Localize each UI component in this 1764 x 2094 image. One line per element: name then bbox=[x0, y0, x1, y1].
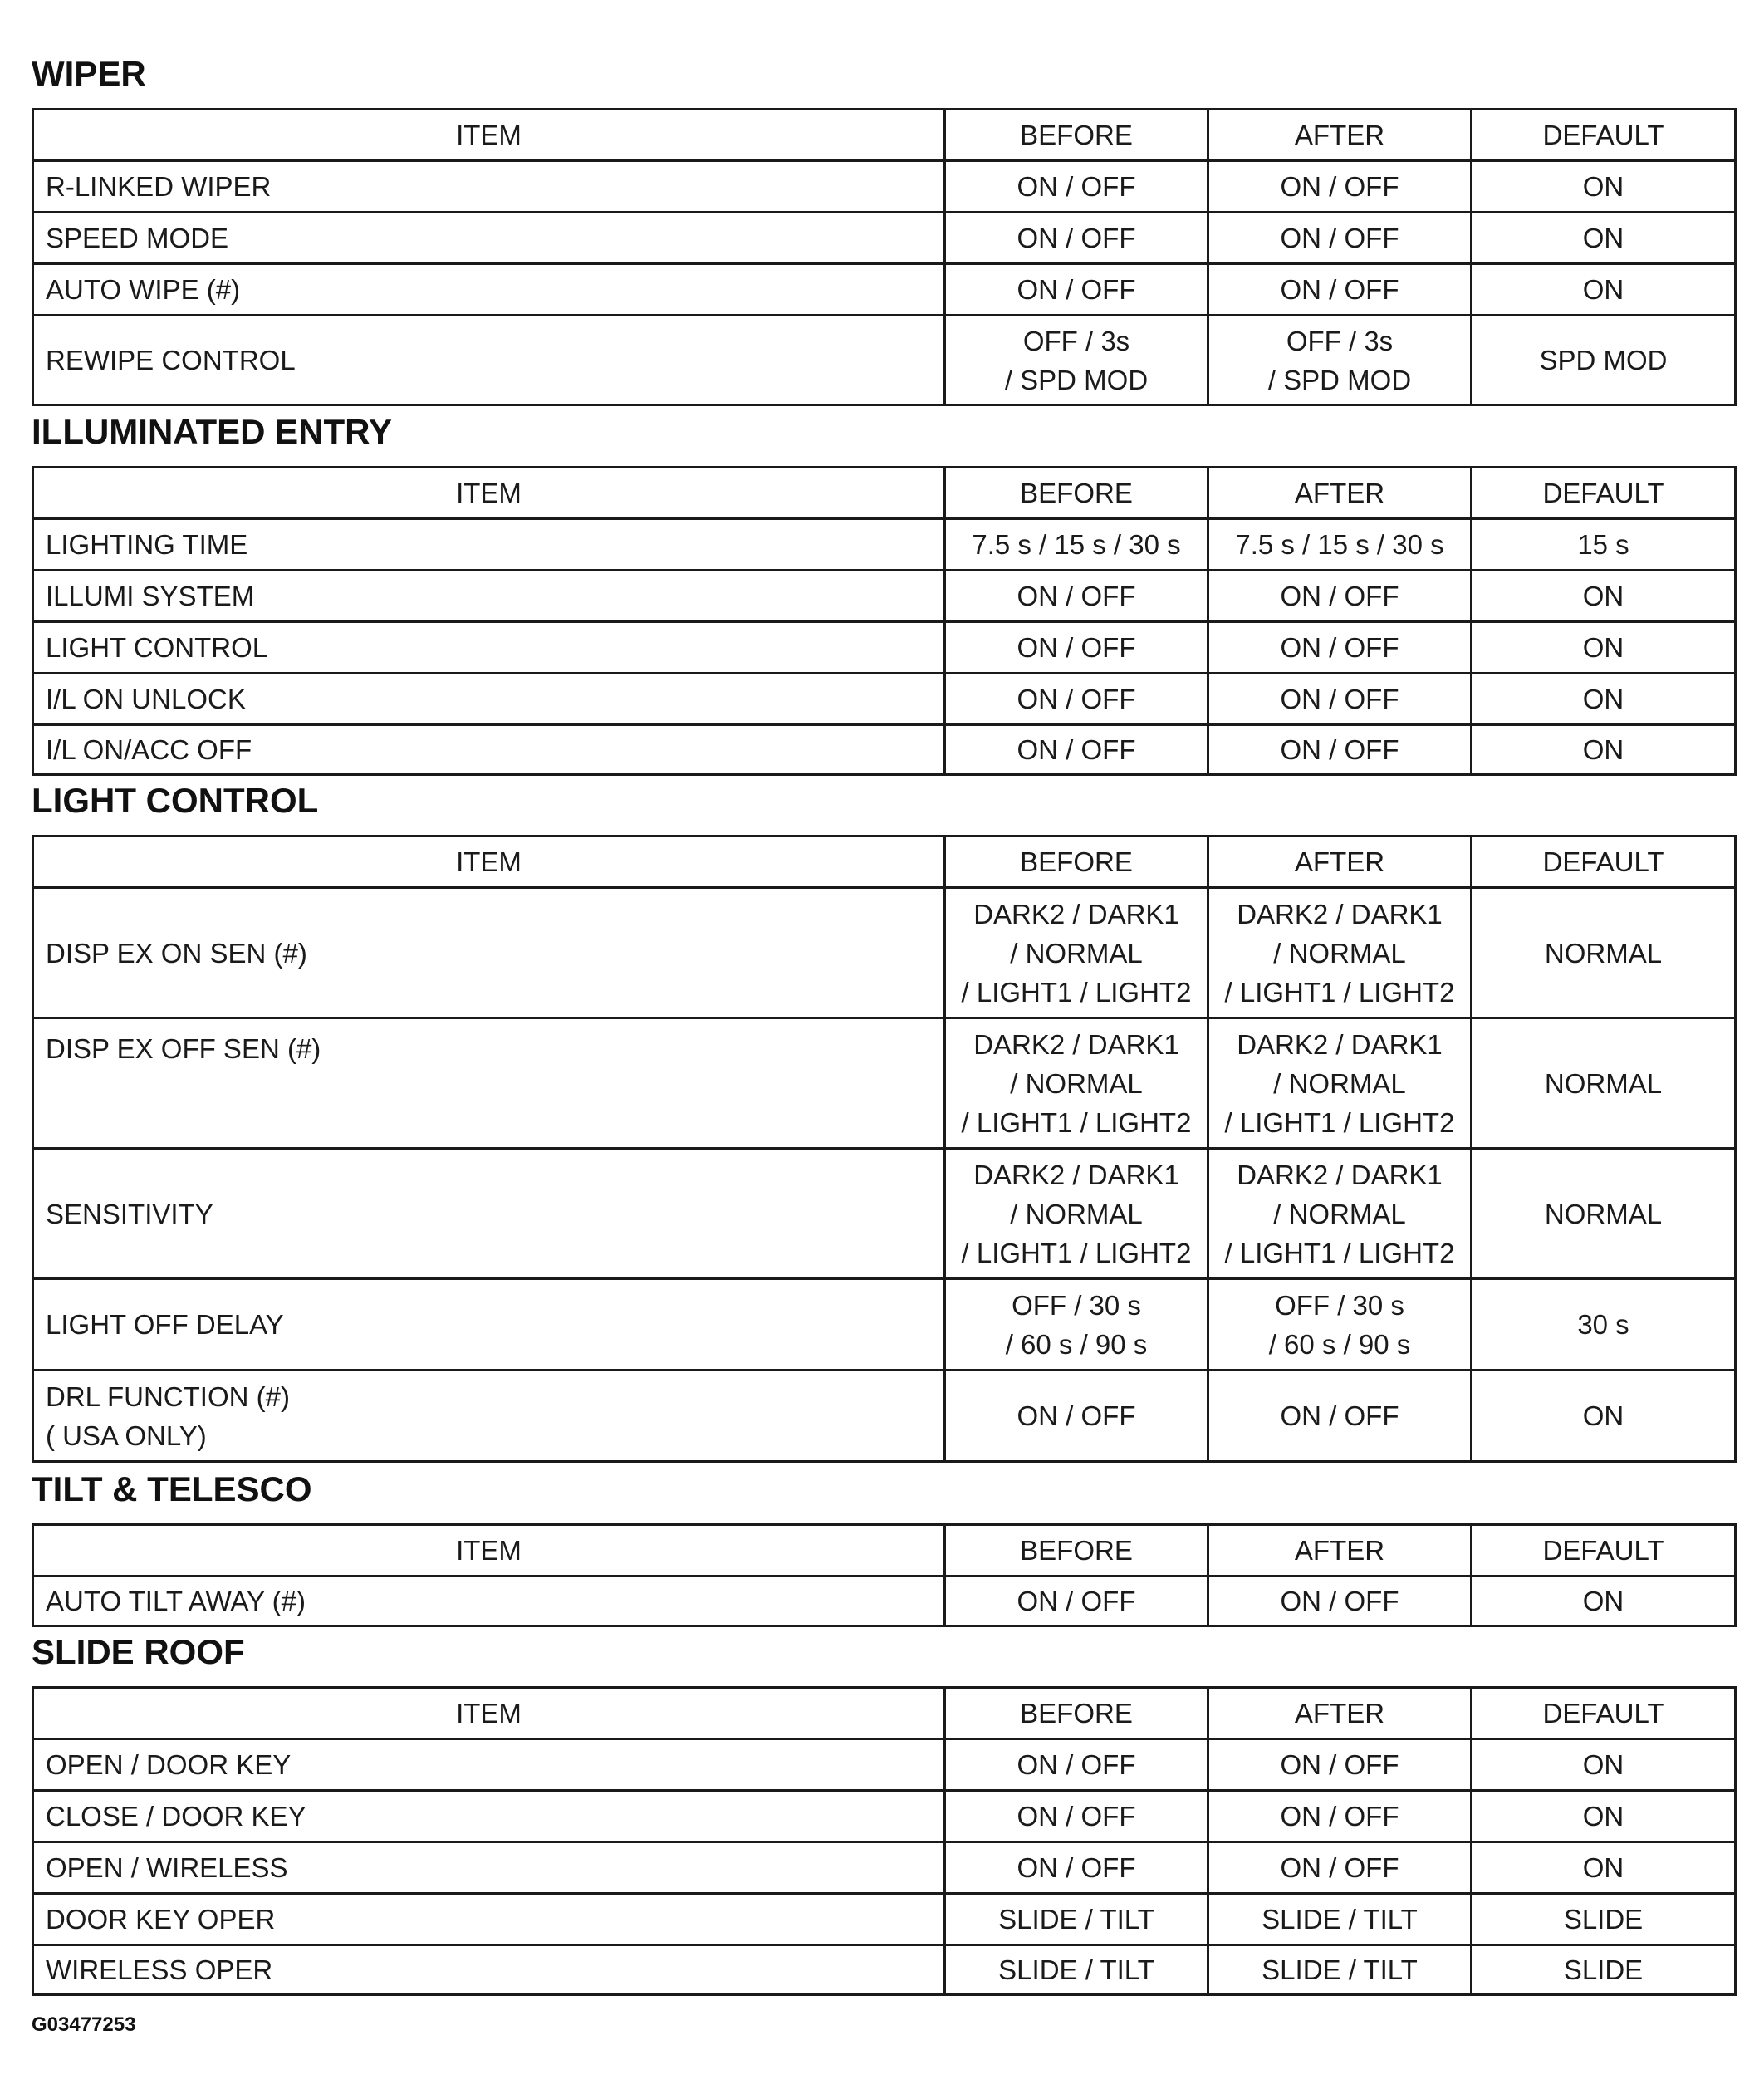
default-text: ON bbox=[1582, 1749, 1624, 1780]
before-cell bbox=[945, 1018, 1208, 1149]
item-cell bbox=[33, 571, 945, 622]
item-cell bbox=[33, 1945, 945, 1995]
default-text: ON bbox=[1582, 274, 1624, 305]
table-row bbox=[33, 1945, 1736, 1995]
before-text: SLIDE / TILT bbox=[998, 1904, 1154, 1935]
before-cell bbox=[945, 622, 1208, 674]
before-cell bbox=[945, 1149, 1208, 1279]
item-cell bbox=[33, 1371, 945, 1462]
after-cell bbox=[1208, 1018, 1472, 1149]
item-text: ( USA ONLY) bbox=[46, 1420, 207, 1451]
default-text: SLIDE bbox=[1563, 1954, 1644, 1985]
after-cell bbox=[1208, 1279, 1472, 1371]
item-text: WIRELESS OPER bbox=[46, 1954, 273, 1985]
default-cell bbox=[1472, 888, 1736, 1018]
after-cell bbox=[1208, 571, 1472, 622]
header-before: BEFORE bbox=[945, 836, 1208, 888]
table-row bbox=[33, 1577, 1736, 1626]
before-cell bbox=[945, 1945, 1208, 1995]
default-cell bbox=[1472, 674, 1736, 725]
table-row bbox=[33, 161, 1736, 213]
default-cell bbox=[1472, 1149, 1736, 1279]
after-cell bbox=[1208, 1894, 1472, 1945]
before-text: / LIGHT1 / LIGHT2 bbox=[961, 976, 1192, 1008]
before-text: DARK2 / DARK1 bbox=[973, 1159, 1179, 1190]
item-text: DISP EX ON SEN (#) bbox=[46, 937, 307, 969]
header-default: DEFAULT bbox=[1472, 468, 1736, 519]
before-text: ON / OFF bbox=[1017, 274, 1136, 305]
table-row bbox=[33, 725, 1736, 775]
item-cell bbox=[33, 264, 945, 316]
after-text: ON / OFF bbox=[1280, 1852, 1399, 1883]
after-text: SLIDE / TILT bbox=[1262, 1954, 1418, 1985]
table-header-row bbox=[33, 468, 1736, 519]
before-text: ON / OFF bbox=[1017, 1586, 1136, 1616]
header-item: ITEM bbox=[33, 1525, 945, 1577]
after-text: ON / OFF bbox=[1280, 684, 1399, 714]
after-text: / LIGHT1 / LIGHT2 bbox=[1224, 976, 1455, 1008]
before-cell bbox=[945, 674, 1208, 725]
after-text: / LIGHT1 / LIGHT2 bbox=[1224, 1106, 1455, 1138]
item-text: DRL FUNCTION (#) bbox=[46, 1380, 290, 1412]
before-text: ON / OFF bbox=[1017, 1852, 1136, 1883]
item-cell bbox=[33, 1577, 945, 1626]
default-text: ON bbox=[1582, 734, 1624, 765]
header-after: AFTER bbox=[1208, 468, 1472, 519]
header-default: DEFAULT bbox=[1472, 836, 1736, 888]
default-text: ON bbox=[1582, 1852, 1624, 1883]
item-cell bbox=[33, 519, 945, 571]
before-text: ON / OFF bbox=[1017, 684, 1136, 714]
item-text: AUTO TILT AWAY (#) bbox=[46, 1586, 306, 1616]
before-cell bbox=[945, 316, 1208, 405]
item-text: DISP EX OFF SEN (#) bbox=[46, 1033, 321, 1064]
item-text: AUTO WIPE (#) bbox=[46, 274, 241, 305]
after-text: DARK2 / DARK1 bbox=[1237, 898, 1443, 929]
before-text: DARK2 / DARK1 bbox=[973, 1028, 1179, 1060]
item-text: LIGHT CONTROL bbox=[46, 632, 268, 663]
wiper-table bbox=[32, 108, 1737, 406]
default-text: ON bbox=[1582, 1586, 1624, 1616]
after-text: ON / OFF bbox=[1280, 1586, 1399, 1616]
default-text: ON bbox=[1582, 1400, 1624, 1431]
default-cell bbox=[1472, 161, 1736, 213]
before-text: / LIGHT1 / LIGHT2 bbox=[961, 1237, 1192, 1268]
item-text: SPEED MODE bbox=[46, 223, 229, 253]
item-text: I/L ON UNLOCK bbox=[46, 684, 246, 714]
table-row bbox=[33, 1739, 1736, 1791]
before-text: SLIDE / TILT bbox=[998, 1954, 1154, 1985]
table-row bbox=[33, 264, 1736, 316]
table-row bbox=[33, 1279, 1736, 1371]
item-cell bbox=[33, 161, 945, 213]
item-text: CLOSE / DOOR KEY bbox=[46, 1801, 306, 1832]
after-cell bbox=[1208, 622, 1472, 674]
before-cell bbox=[945, 213, 1208, 264]
item-cell bbox=[33, 888, 945, 1018]
item-cell bbox=[33, 1279, 945, 1371]
header-before: BEFORE bbox=[945, 1688, 1208, 1739]
after-text: DARK2 / DARK1 bbox=[1237, 1159, 1443, 1190]
before-text: / NORMAL bbox=[1010, 1067, 1143, 1099]
after-cell bbox=[1208, 1371, 1472, 1462]
before-text: ON / OFF bbox=[1017, 1400, 1136, 1431]
before-text: ON / OFF bbox=[1017, 632, 1136, 663]
section-title-wiper: WIPER bbox=[32, 54, 146, 93]
item-text: OPEN / DOOR KEY bbox=[46, 1749, 292, 1780]
item-text: ILLUMI SYSTEM bbox=[46, 581, 255, 611]
table-row bbox=[33, 1371, 1736, 1462]
after-text: 7.5 s / 15 s / 30 s bbox=[1235, 529, 1444, 560]
header-after: AFTER bbox=[1208, 110, 1472, 161]
item-cell bbox=[33, 213, 945, 264]
table-row bbox=[33, 1149, 1736, 1279]
header-item: ITEM bbox=[33, 110, 945, 161]
before-cell bbox=[945, 1739, 1208, 1791]
after-text: / 60 s / 90 s bbox=[1268, 1328, 1411, 1360]
default-text: ON bbox=[1582, 1801, 1624, 1832]
before-text: ON / OFF bbox=[1017, 171, 1136, 202]
table-row bbox=[33, 674, 1736, 725]
table-row bbox=[33, 622, 1736, 674]
after-cell bbox=[1208, 213, 1472, 264]
default-text: 15 s bbox=[1577, 529, 1629, 560]
after-text: ON / OFF bbox=[1280, 734, 1399, 765]
after-text: / SPD MOD bbox=[1267, 364, 1412, 395]
default-cell bbox=[1472, 622, 1736, 674]
table-row bbox=[33, 1842, 1736, 1894]
item-cell bbox=[33, 1149, 945, 1279]
table-header-row bbox=[33, 836, 1736, 888]
before-cell bbox=[945, 1791, 1208, 1842]
after-cell bbox=[1208, 1945, 1472, 1995]
before-cell bbox=[945, 1842, 1208, 1894]
default-text: NORMAL bbox=[1544, 1067, 1663, 1099]
default-cell bbox=[1472, 571, 1736, 622]
slide-roof-table bbox=[32, 1686, 1737, 1996]
before-cell bbox=[945, 519, 1208, 571]
default-cell bbox=[1472, 1791, 1736, 1842]
after-text: ON / OFF bbox=[1280, 581, 1399, 611]
default-text: ON bbox=[1582, 632, 1624, 663]
header-item: ITEM bbox=[33, 468, 945, 519]
before-text: DARK2 / DARK1 bbox=[973, 898, 1179, 929]
after-text: SLIDE / TILT bbox=[1262, 1904, 1418, 1935]
default-cell bbox=[1472, 316, 1736, 405]
table-row bbox=[33, 571, 1736, 622]
header-default: DEFAULT bbox=[1472, 1525, 1736, 1577]
before-text: / 60 s / 90 s bbox=[1005, 1328, 1148, 1360]
item-cell bbox=[33, 316, 945, 405]
after-cell bbox=[1208, 1149, 1472, 1279]
before-text: ON / OFF bbox=[1017, 581, 1136, 611]
before-cell bbox=[945, 264, 1208, 316]
header-before: BEFORE bbox=[945, 468, 1208, 519]
default-cell bbox=[1472, 1739, 1736, 1791]
after-text: DARK2 / DARK1 bbox=[1237, 1028, 1443, 1060]
item-cell bbox=[33, 622, 945, 674]
table-header-row bbox=[33, 1688, 1736, 1739]
default-cell bbox=[1472, 725, 1736, 775]
item-text: LIGHT OFF DELAY bbox=[46, 1309, 284, 1340]
default-cell bbox=[1472, 264, 1736, 316]
table-row bbox=[33, 213, 1736, 264]
before-text: / NORMAL bbox=[1010, 1198, 1143, 1229]
after-text: ON / OFF bbox=[1280, 274, 1399, 305]
table-row bbox=[33, 888, 1736, 1018]
header-after: AFTER bbox=[1208, 1525, 1472, 1577]
section-title-slide-roof: SLIDE ROOF bbox=[32, 1632, 245, 1671]
before-text: OFF / 30 s bbox=[1012, 1289, 1141, 1321]
after-text: OFF / 3s bbox=[1286, 325, 1394, 356]
after-cell bbox=[1208, 316, 1472, 405]
item-text: R-LINKED WIPER bbox=[46, 171, 272, 202]
after-text: ON / OFF bbox=[1280, 223, 1399, 253]
before-cell bbox=[945, 888, 1208, 1018]
default-cell bbox=[1472, 1279, 1736, 1371]
item-cell bbox=[33, 1894, 945, 1945]
default-cell bbox=[1472, 1371, 1736, 1462]
default-cell bbox=[1472, 1577, 1736, 1626]
tilt-telesco-table bbox=[32, 1523, 1737, 1627]
before-text: / NORMAL bbox=[1010, 937, 1143, 969]
after-text: ON / OFF bbox=[1280, 1400, 1399, 1431]
default-text: NORMAL bbox=[1544, 937, 1663, 969]
after-text: / NORMAL bbox=[1273, 1067, 1406, 1099]
after-text: ON / OFF bbox=[1280, 1749, 1399, 1780]
default-text: ON bbox=[1582, 581, 1624, 611]
after-text: ON / OFF bbox=[1280, 632, 1399, 663]
item-text: DOOR KEY OPER bbox=[46, 1904, 276, 1935]
item-cell bbox=[33, 1018, 945, 1149]
after-cell bbox=[1208, 725, 1472, 775]
default-cell bbox=[1472, 1018, 1736, 1149]
default-text: 30 s bbox=[1577, 1309, 1629, 1340]
item-cell bbox=[33, 1739, 945, 1791]
section-title-illuminated-entry: ILLUMINATED ENTRY bbox=[32, 412, 392, 451]
after-text: ON / OFF bbox=[1280, 171, 1399, 202]
after-text: / NORMAL bbox=[1273, 1198, 1406, 1229]
before-cell bbox=[945, 571, 1208, 622]
after-cell bbox=[1208, 519, 1472, 571]
before-text: / SPD MOD bbox=[1004, 364, 1149, 395]
item-cell bbox=[33, 1842, 945, 1894]
after-text: / NORMAL bbox=[1273, 937, 1406, 969]
table-row bbox=[33, 1791, 1736, 1842]
default-text: ON bbox=[1582, 684, 1624, 714]
before-text: / LIGHT1 / LIGHT2 bbox=[961, 1106, 1192, 1138]
before-cell bbox=[945, 1894, 1208, 1945]
item-text: REWIPE CONTROL bbox=[46, 345, 296, 375]
after-cell bbox=[1208, 1577, 1472, 1626]
before-text: OFF / 3s bbox=[1022, 325, 1130, 356]
after-text: ON / OFF bbox=[1280, 1801, 1399, 1832]
before-text: ON / OFF bbox=[1017, 1749, 1136, 1780]
before-text: ON / OFF bbox=[1017, 1801, 1136, 1832]
table-header-row bbox=[33, 110, 1736, 161]
before-cell bbox=[945, 1371, 1208, 1462]
after-cell bbox=[1208, 888, 1472, 1018]
default-cell bbox=[1472, 1945, 1736, 1995]
before-text: ON / OFF bbox=[1017, 734, 1136, 765]
before-cell bbox=[945, 725, 1208, 775]
default-cell bbox=[1472, 213, 1736, 264]
before-cell bbox=[945, 1279, 1208, 1371]
item-cell bbox=[33, 674, 945, 725]
header-default: DEFAULT bbox=[1472, 1688, 1736, 1739]
table-row bbox=[33, 316, 1736, 405]
before-cell bbox=[945, 161, 1208, 213]
item-text: I/L ON/ACC OFF bbox=[46, 734, 252, 765]
after-cell bbox=[1208, 264, 1472, 316]
after-cell bbox=[1208, 1842, 1472, 1894]
after-text: / LIGHT1 / LIGHT2 bbox=[1224, 1237, 1455, 1268]
header-after: AFTER bbox=[1208, 836, 1472, 888]
item-cell bbox=[33, 725, 945, 775]
after-cell bbox=[1208, 1791, 1472, 1842]
figure-code: G03477253 bbox=[32, 2013, 136, 2036]
default-text: ON bbox=[1582, 223, 1624, 253]
default-text: ON bbox=[1582, 171, 1624, 202]
item-text: SENSITIVITY bbox=[46, 1198, 213, 1229]
header-before: BEFORE bbox=[945, 110, 1208, 161]
before-cell bbox=[945, 1577, 1208, 1626]
after-cell bbox=[1208, 674, 1472, 725]
default-text: NORMAL bbox=[1544, 1198, 1663, 1229]
item-text: OPEN / WIRELESS bbox=[46, 1852, 288, 1883]
after-text: OFF / 30 s bbox=[1275, 1289, 1404, 1321]
table-row bbox=[33, 1894, 1736, 1945]
section-title-tilt-telesco: TILT & TELESCO bbox=[32, 1469, 312, 1508]
header-after: AFTER bbox=[1208, 1688, 1472, 1739]
table-row bbox=[33, 519, 1736, 571]
illuminated-entry-table bbox=[32, 466, 1737, 776]
header-default: DEFAULT bbox=[1472, 110, 1736, 161]
item-text: LIGHTING TIME bbox=[46, 529, 248, 560]
header-before: BEFORE bbox=[945, 1525, 1208, 1577]
header-item: ITEM bbox=[33, 1688, 945, 1739]
default-text: SLIDE bbox=[1563, 1904, 1644, 1935]
default-text: SPD MOD bbox=[1539, 345, 1668, 375]
default-cell bbox=[1472, 1894, 1736, 1945]
after-cell bbox=[1208, 1739, 1472, 1791]
section-title-light-control: LIGHT CONTROL bbox=[32, 781, 319, 820]
default-cell bbox=[1472, 519, 1736, 571]
header-item: ITEM bbox=[33, 836, 945, 888]
table-row bbox=[33, 1018, 1736, 1149]
before-text: ON / OFF bbox=[1017, 223, 1136, 253]
default-cell bbox=[1472, 1842, 1736, 1894]
item-cell bbox=[33, 1791, 945, 1842]
light-control-table bbox=[32, 835, 1737, 1463]
table-header-row bbox=[33, 1525, 1736, 1577]
after-cell bbox=[1208, 161, 1472, 213]
before-text: 7.5 s / 15 s / 30 s bbox=[972, 529, 1181, 560]
